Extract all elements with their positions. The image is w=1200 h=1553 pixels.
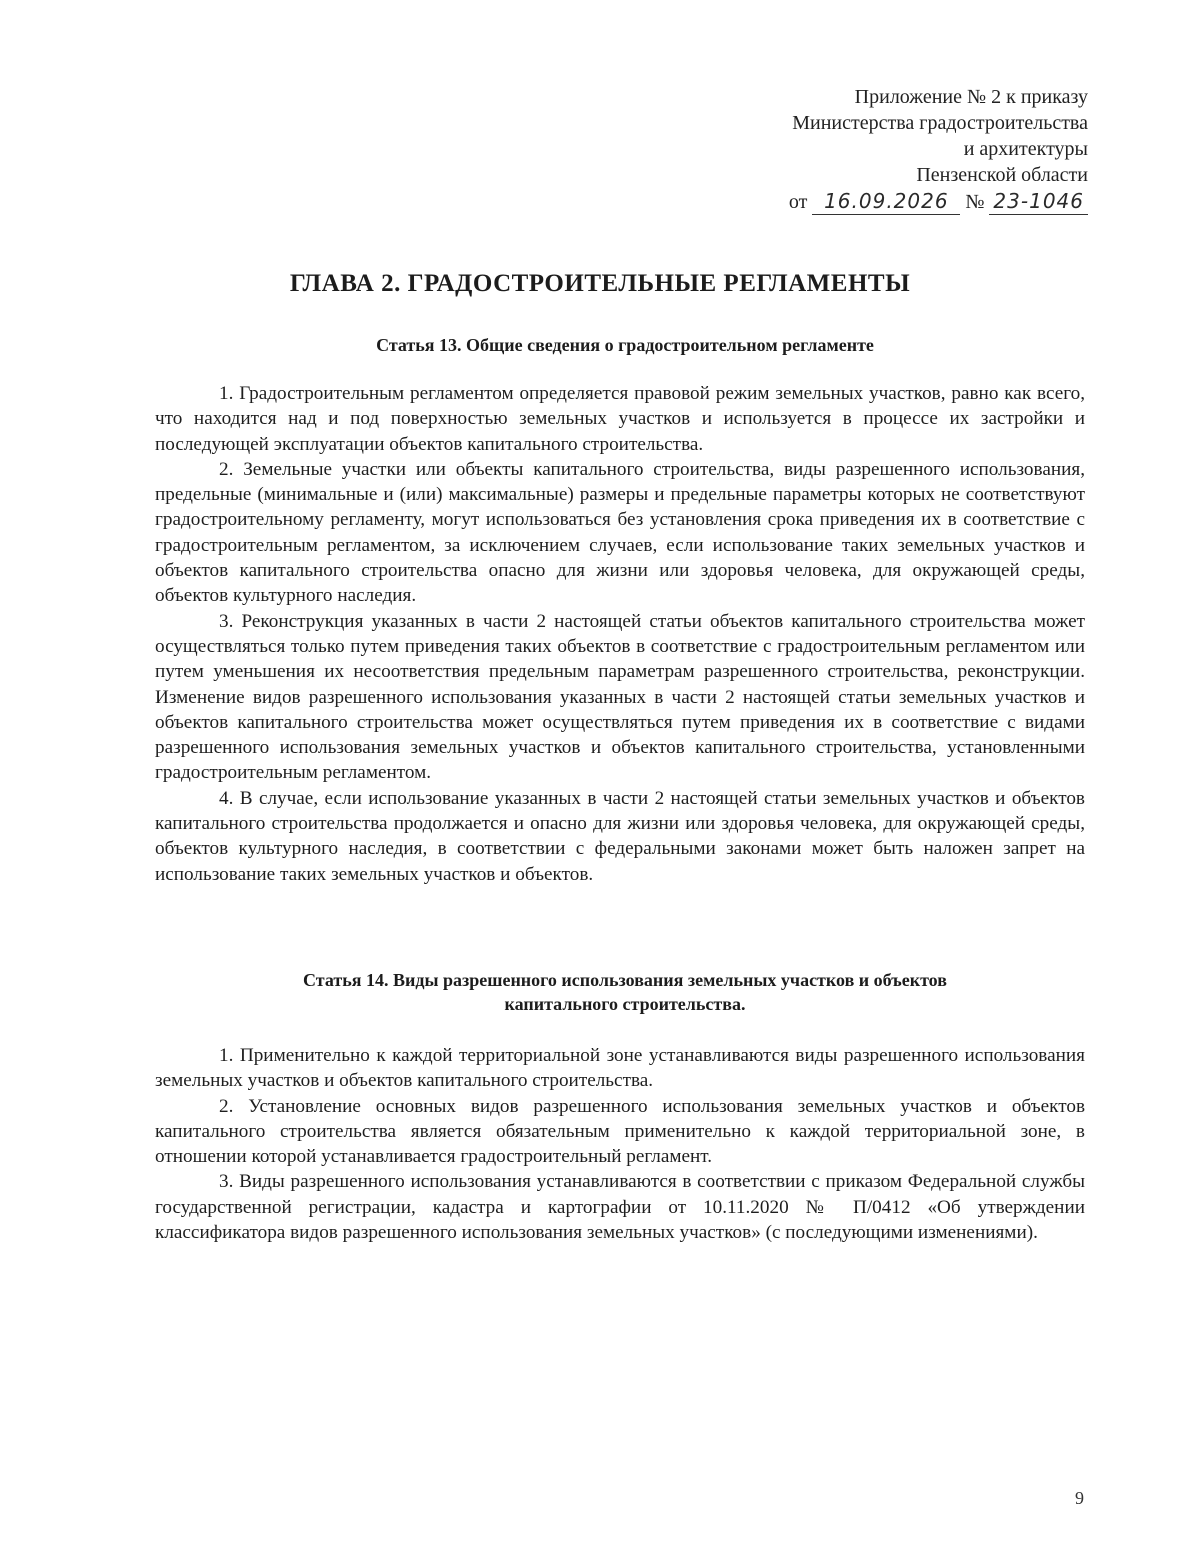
article-14-body	[155, 1043, 1085, 1245]
article-14-paragraph-1: 1. Применительно к каждой территориальной зоне устанавливаются виды разрешенного использования земельных участков и объектов капитального строительства.	[155, 1045, 1085, 1092]
article-13-paragraph-3: 3. Реконструкция указанных в части 2 настоящей статьи объектов капитального строительства может осуществляться только путем приведения таких объектов в соответствие с градостроительным регламентом или путем уменьшения их несоответствия предельным параметрам разрешенного строительства, реконструкции. Изменение видов разрешенного использования указанных в части 2 настоящей статьи земельных участков и объектов капитального строительства может осуществляться путем приведения их в соответствие с видами разрешенного использования земельных участков и объектов капитального строительства, установленными градостроительным регламентом.	[155, 610, 1085, 784]
article-14-paragraph-2: 2. Установление основных видов разрешенного использования земельных участков и объектов капитального строительства является обязательным применительно к каждой территориальной зоне, в отношении которой устанавливается градостроительный регламент.	[155, 1095, 1085, 1168]
handwritten-order-number: 23-1046	[989, 188, 1088, 215]
chapter-title: ГЛАВА 2. ГРАДОСТРОИТЕЛЬНЫЕ РЕГЛАМЕНТЫ	[289, 270, 911, 297]
article-13-body	[155, 381, 1085, 887]
appendix-line-3: и архитектуры	[963, 138, 1088, 160]
article-13-title: Статья 13. Общие сведения о градостроительном регламенте	[376, 335, 874, 355]
article-14-title	[200, 968, 1050, 1016]
article-14-paragraph-3: 3. Виды разрешенного использования устанавливаются в соответствии с приказом Федеральной службы государственной регистрации, кадастра и картографии от 10.11.2020 № П/0412 «Об утверждении классификатора видов разрешенного использования земельных участков» (с последующими изменениями).	[155, 1171, 1085, 1244]
appendix-header	[789, 84, 1088, 215]
number-label: №	[965, 191, 985, 213]
order-date-number-line	[789, 188, 1088, 215]
page-number: 9	[1075, 1488, 1084, 1508]
appendix-line-1: Приложение № 2 к приказу	[854, 86, 1088, 108]
handwritten-date: 16.09.2026	[812, 188, 960, 215]
appendix-line-4: Пензенской области	[916, 164, 1088, 186]
article-14-title-line-2: капитального строительства.	[504, 994, 746, 1014]
from-label: от	[788, 191, 808, 213]
article-14-title-line-1: Статья 14. Виды разрешенного использования земельных участков и объектов	[303, 970, 947, 990]
appendix-line-2: Министерства градостроительства	[792, 112, 1088, 134]
article-13-paragraph-4: 4. В случае, если использование указанных в части 2 настоящей статьи земельных участков и объектов капитального строительства продолжается и опасно для жизни или здоровья человека, для окружающей среды, объектов культурного наследия, в соответствии с федеральными законами может быть наложен запрет на использование таких земельных участков и объектов.	[155, 787, 1085, 885]
article-13-paragraph-2: 2. Земельные участки или объекты капитального строительства, виды разрешенного использования, предельные (минимальные и (или) максимальные) размеры и предельные параметры которых не соответствуют градостроительному регламенту, могут использоваться без установления срока приведения их в соответствие с градостроительным регламентом, за исключением случаев, если использование таких земельных участков и объектов капитального строительства опасно для жизни или здоровья человека, для окружающей среды, объектов культурного наследия.	[155, 458, 1085, 607]
article-13-paragraph-1: 1. Градостроительным регламентом определяется правовой режим земельных участков, равно как всего, что находится над и под поверхностью земельных участков и используется в процессе их застройки и последующей эксплуатации объектов капитального строительства.	[155, 383, 1085, 455]
